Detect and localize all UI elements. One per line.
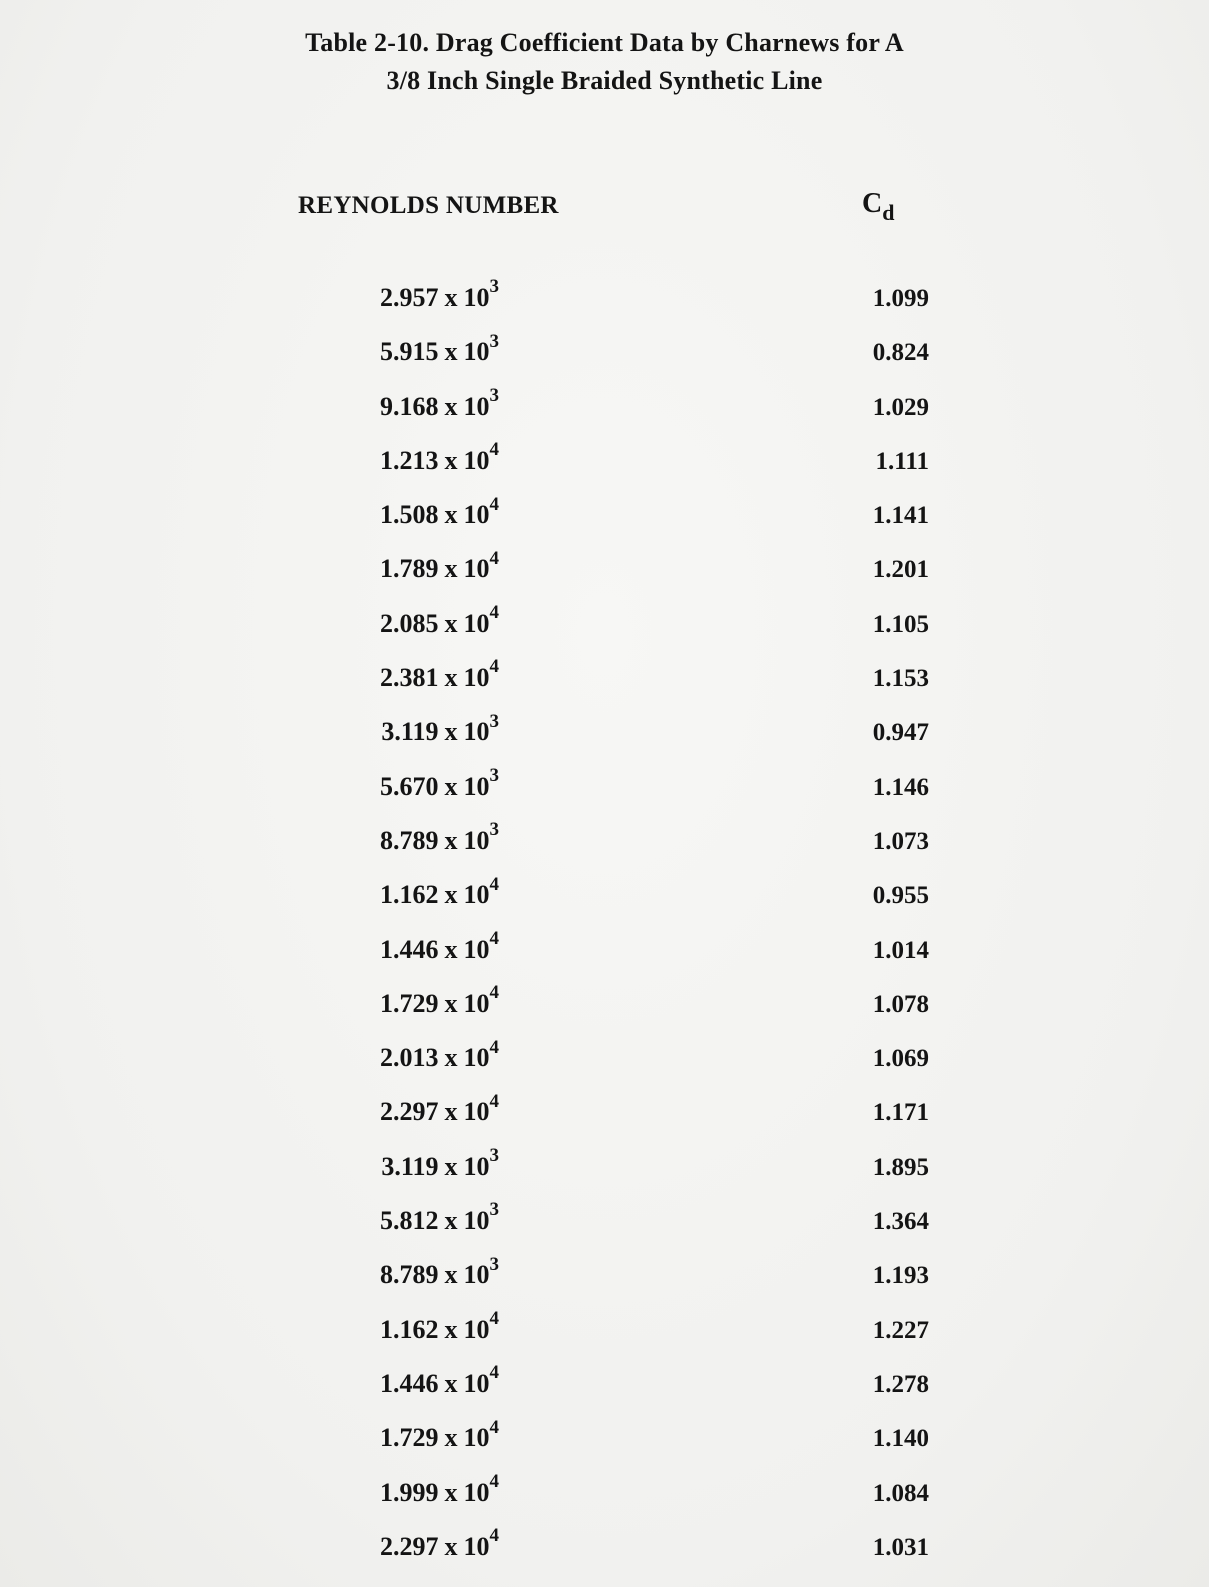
drag-coefficient-value: 1.278 [872,1370,929,1398]
drag-coefficient-value: 1.895 [872,1153,929,1181]
drag-coefficient-value: 1.146 [872,773,929,801]
table-row [0,819,1209,880]
drag-coefficient-value: 1.014 [872,936,929,964]
reynolds-exponent: 3 [489,1199,499,1221]
table-row [0,1416,1209,1477]
drag-coefficient-value: 1.227 [872,1316,929,1344]
drag-coefficient-value: 1.105 [872,610,929,638]
reynolds-base: 10 [463,283,490,312]
drag-coefficient-value: 1.201 [872,556,929,584]
reynolds-number-value [381,710,499,747]
reynolds-number-value [380,1090,499,1127]
table-row [0,330,1209,391]
reynolds-base: 10 [463,717,490,747]
reynolds-base: 10 [463,663,490,693]
drag-coefficient-value: 0.955 [872,882,929,910]
table-row [0,276,1209,337]
reynolds-number-value [380,602,499,639]
table-title-line-1: Table 2-10. Drag Coefficient Data by Charnews for A [305,28,904,57]
table-row [0,439,1209,500]
reynolds-exponent: 4 [489,1307,499,1329]
reynolds-exponent: 4 [489,1362,499,1384]
reynolds-base: 10 [463,1477,490,1507]
times-symbol: x [444,1043,458,1073]
times-symbol: x [444,1260,458,1290]
times-symbol: x [444,608,458,638]
reynolds-number-value [380,656,499,693]
reynolds-number-value [380,927,499,965]
reynolds-mantissa: 1.446 [380,934,439,964]
reynolds-mantissa: 2.085 [380,608,439,638]
reynolds-base: 10 [463,1206,490,1236]
reynolds-base: 10 [463,1151,490,1181]
drag-coefficient-value: 1.031 [872,1533,929,1561]
reynolds-number-value [380,330,499,367]
reynolds-base: 10 [463,554,490,584]
reynolds-base: 10 [463,1043,490,1073]
reynolds-mantissa: 3.119 [381,1151,439,1181]
table-row [0,547,1209,608]
times-symbol: x [444,988,458,1018]
reynolds-exponent: 4 [489,1470,499,1492]
times-symbol: x [444,1314,458,1344]
reynolds-exponent: 4 [489,1036,499,1058]
drag-coefficient-value: 1.099 [872,285,929,312]
drag-coefficient-value: 1.141 [872,502,929,530]
times-symbol: x [444,934,458,964]
times-symbol: x [444,717,458,747]
reynolds-number-value [380,819,499,856]
reynolds-exponent: 3 [489,765,499,787]
times-symbol: x [444,500,458,530]
reynolds-base: 10 [463,1097,490,1127]
times-symbol: x [444,283,458,312]
drag-coefficient-value: 0.947 [872,719,929,747]
reynolds-base: 10 [463,880,490,910]
reynolds-number-value [380,439,499,476]
table-row [0,493,1209,554]
times-symbol: x [444,1531,458,1561]
reynolds-mantissa: 2.297 [380,1531,439,1561]
reynolds-base: 10 [463,391,490,421]
reynolds-number-value [380,1416,499,1453]
reynolds-mantissa: 1.729 [380,988,439,1018]
reynolds-mantissa: 9.168 [380,391,439,421]
reynolds-base: 10 [463,1368,490,1398]
reynolds-exponent: 4 [489,1090,499,1112]
table-row [0,927,1209,989]
reynolds-number-value [380,276,499,313]
drag-coefficient-value: 1.171 [872,1099,929,1127]
data-table-body [0,276,1209,1586]
reynolds-mantissa: 2.957 [380,283,439,312]
times-symbol: x [444,1206,458,1236]
reynolds-exponent: 3 [489,1253,499,1275]
reynolds-mantissa: 2.297 [380,1097,439,1127]
drag-coefficient-value: 1.084 [872,1479,929,1507]
drag-coefficient-value: 1.364 [872,1208,929,1236]
reynolds-number-value [380,1470,499,1508]
reynolds-mantissa: 5.915 [380,337,439,367]
reynolds-number-value [380,982,499,1019]
table-row [0,1145,1209,1206]
table-row [0,873,1209,934]
reynolds-exponent: 3 [489,1145,499,1167]
reynolds-base: 10 [463,1531,490,1561]
reynolds-number-value [380,547,499,584]
reynolds-exponent: 4 [489,439,499,461]
reynolds-exponent: 3 [489,710,499,732]
reynolds-base: 10 [463,337,490,367]
table-row [0,1362,1209,1423]
reynolds-mantissa: 8.789 [380,1260,439,1290]
reynolds-number-value [380,493,499,530]
reynolds-base: 10 [463,1314,490,1344]
drag-coefficient-value: 1.073 [872,827,929,855]
table-row [0,1090,1209,1151]
table-row [0,656,1209,717]
reynolds-exponent: 3 [489,819,499,841]
reynolds-exponent: 4 [489,493,499,515]
table-row [0,1199,1209,1260]
table-row [0,1253,1209,1314]
reynolds-mantissa: 8.789 [380,825,439,855]
reynolds-exponent: 4 [489,656,499,678]
times-symbol: x [444,391,458,421]
reynolds-exponent: 4 [489,1525,499,1547]
drag-coefficient-value: 1.140 [872,1425,929,1453]
reynolds-exponent: 4 [489,927,499,949]
times-symbol: x [444,445,458,475]
table-row [0,982,1209,1043]
times-symbol: x [444,1423,458,1453]
reynolds-exponent: 3 [489,330,499,352]
reynolds-mantissa: 5.812 [380,1206,439,1236]
reynolds-mantissa: 1.162 [380,1314,439,1344]
times-symbol: x [444,1097,458,1127]
reynolds-number-value [380,1362,499,1399]
drag-coefficient-value: 1.153 [872,665,929,693]
table-row [0,765,1209,826]
reynolds-number-value [380,1199,499,1236]
column-header-drag-coefficient [862,188,894,226]
reynolds-exponent: 3 [489,384,499,406]
reynolds-number-value [380,384,499,422]
reynolds-mantissa: 1.999 [380,1477,439,1507]
reynolds-base: 10 [463,988,490,1018]
reynolds-base: 10 [463,1423,490,1453]
table-title-line-2: 3/8 Inch Single Braided Synthetic Line [386,66,823,95]
times-symbol: x [444,825,458,855]
table-row [0,1470,1209,1532]
reynolds-base: 10 [463,500,490,530]
reynolds-mantissa: 5.670 [380,771,439,801]
table-title [0,24,1209,100]
reynolds-mantissa: 2.013 [380,1043,439,1073]
reynolds-mantissa: 1.789 [380,554,439,584]
table-row [0,1036,1209,1097]
drag-coefficient-value: 1.069 [872,1045,929,1073]
reynolds-exponent: 4 [489,602,499,624]
reynolds-base: 10 [463,771,490,801]
times-symbol: x [444,771,458,801]
reynolds-number-value [380,1525,499,1562]
reynolds-exponent: 4 [489,982,499,1004]
cd-symbol: C [862,188,883,219]
times-symbol: x [444,554,458,584]
reynolds-exponent: 4 [489,547,499,569]
times-symbol: x [444,1151,458,1181]
times-symbol: x [444,337,458,367]
drag-coefficient-value: 0.824 [872,339,929,367]
drag-coefficient-value: 1.029 [872,393,929,421]
reynolds-exponent: 4 [489,873,499,895]
times-symbol: x [444,1477,458,1507]
reynolds-mantissa: 1.508 [380,500,439,530]
cd-subscript: d [882,200,895,225]
reynolds-number-value [380,1253,499,1290]
times-symbol: x [444,663,458,693]
column-header-reynolds-number: REYNOLDS NUMBER [298,192,559,219]
reynolds-exponent: 4 [489,1416,499,1438]
reynolds-number-value [381,1145,499,1182]
reynolds-mantissa: 1.162 [380,880,439,910]
drag-coefficient-value: 1.078 [872,990,929,1018]
reynolds-exponent: 3 [489,276,499,298]
table-row [0,1307,1209,1369]
reynolds-mantissa: 1.446 [380,1368,439,1398]
drag-coefficient-value: 1.193 [872,1262,929,1290]
times-symbol: x [444,1368,458,1398]
drag-coefficient-value: 1.111 [875,447,929,475]
reynolds-base: 10 [463,825,490,855]
reynolds-mantissa: 3.119 [381,717,439,747]
table-row [0,384,1209,446]
reynolds-base: 10 [463,445,490,475]
reynolds-mantissa: 1.213 [380,445,439,475]
reynolds-number-value [380,873,499,910]
table-row [0,1525,1209,1586]
reynolds-mantissa: 1.729 [380,1423,439,1453]
reynolds-number-value [380,1036,499,1073]
reynolds-mantissa: 2.381 [380,663,439,693]
table-row [0,710,1209,771]
reynolds-base: 10 [463,1260,490,1290]
table-row [0,602,1209,663]
reynolds-number-value [380,1307,499,1345]
reynolds-base: 10 [463,608,490,638]
reynolds-base: 10 [463,934,490,964]
times-symbol: x [444,880,458,910]
reynolds-number-value [380,765,499,802]
